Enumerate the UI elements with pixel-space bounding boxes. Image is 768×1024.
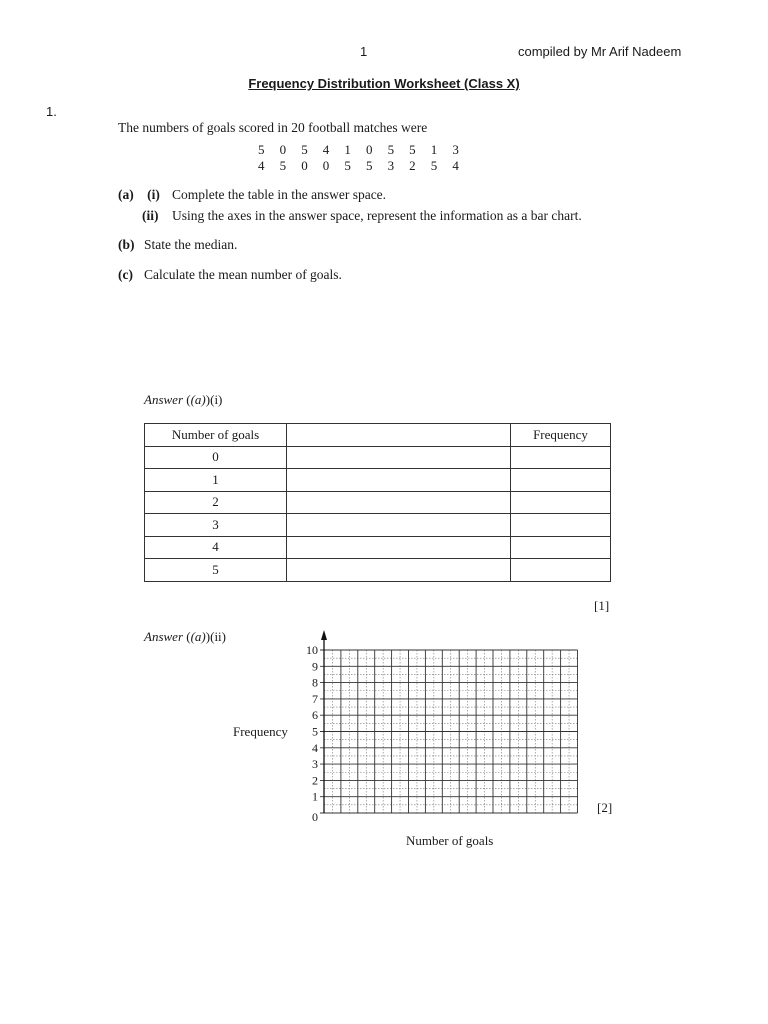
goals-cell: 4 xyxy=(145,536,287,559)
goal-value: 4 xyxy=(452,158,459,173)
y-tick-label: 1 xyxy=(312,789,318,804)
part-b-label xyxy=(118,237,135,253)
goal-value: 1 xyxy=(344,142,351,157)
goals-cell: 0 xyxy=(145,446,287,469)
marks-a-i: [1] xyxy=(594,598,610,613)
goal-value: 5 xyxy=(301,142,308,157)
goal-value: 5 xyxy=(344,158,351,173)
page-number: 1 xyxy=(360,44,368,59)
part-c-label-text: (c) xyxy=(118,267,133,282)
tally-cell[interactable] xyxy=(287,446,511,469)
part-b-text: State the median. xyxy=(144,237,238,252)
answer-a-i-label xyxy=(144,392,222,408)
question-number: 1. xyxy=(46,104,57,119)
tally-cell[interactable] xyxy=(287,536,511,559)
goal-value: 5 xyxy=(387,142,395,157)
y-tick-label: 3 xyxy=(312,757,318,772)
y-axis-arrow-icon xyxy=(321,630,327,640)
goal-value: 0 xyxy=(301,158,308,173)
table-row xyxy=(145,446,611,469)
goal-value: 5 xyxy=(409,142,416,157)
header-number-of-goals: Number of goals xyxy=(145,424,287,447)
goal-value: 3 xyxy=(452,142,459,157)
bar-chart-axes xyxy=(296,626,596,826)
goal-value: 2 xyxy=(409,158,416,173)
header-frequency: Frequency xyxy=(511,424,611,447)
goals-row-1 xyxy=(258,142,474,158)
part-a-i-label: (i) xyxy=(147,187,160,202)
part-c-label xyxy=(118,267,133,283)
answer-sub: (ii) xyxy=(210,629,226,644)
compiled-by: compiled by Mr Arif Nadeem xyxy=(518,44,682,59)
goal-value: 4 xyxy=(258,158,265,173)
frequency-cell[interactable] xyxy=(511,514,611,537)
tally-cell[interactable] xyxy=(287,559,511,582)
frequency-cell[interactable] xyxy=(511,446,611,469)
y-tick-label: 6 xyxy=(312,708,318,723)
table-row xyxy=(145,559,611,582)
table-row xyxy=(145,469,611,492)
goal-value: 0 xyxy=(365,142,373,157)
part-a-i-text: Complete the table in the answer space. xyxy=(172,187,387,202)
goals-cell: 3 xyxy=(145,514,287,537)
goal-value: 5 xyxy=(258,142,265,157)
table-header-row xyxy=(145,424,611,447)
frequency-table xyxy=(144,423,611,582)
part-a-label: (a) xyxy=(118,187,134,202)
table-row xyxy=(145,491,611,514)
goal-value: 5 xyxy=(430,158,438,173)
answer-word: Answer xyxy=(144,392,183,407)
part-c-text: Calculate the mean number of goals. xyxy=(144,267,342,282)
marks-a-ii: [2] xyxy=(597,800,613,815)
table-row xyxy=(145,514,611,537)
goal-value: 1 xyxy=(430,142,438,157)
goal-value: 0 xyxy=(322,158,330,173)
part-a xyxy=(118,187,160,203)
y-tick-label: 0 xyxy=(312,810,318,824)
goal-value: 3 xyxy=(387,158,395,173)
y-tick-label: 7 xyxy=(312,691,318,706)
tally-cell[interactable] xyxy=(287,514,511,537)
y-tick-label: 2 xyxy=(312,773,318,788)
table-row xyxy=(145,536,611,559)
goal-value: 5 xyxy=(365,158,373,173)
goals-row-2 xyxy=(258,158,474,174)
y-tick-label: 4 xyxy=(312,740,318,755)
tally-cell[interactable] xyxy=(287,491,511,514)
answer-sub: (i) xyxy=(210,392,223,407)
frequency-cell[interactable] xyxy=(511,469,611,492)
goals-cell: 1 xyxy=(145,469,287,492)
frequency-cell[interactable] xyxy=(511,536,611,559)
y-tick-label: 8 xyxy=(312,675,318,690)
question-intro: The numbers of goals scored in 20 football matches were xyxy=(118,120,428,135)
y-axis-label: Frequency xyxy=(233,724,288,739)
part-b-label-text: (b) xyxy=(118,237,135,252)
goals-cell: 2 xyxy=(145,491,287,514)
tally-cell[interactable] xyxy=(287,469,511,492)
answer-part: ((a)) xyxy=(186,629,211,644)
header-tally xyxy=(287,424,511,447)
goal-value: 4 xyxy=(322,142,330,157)
part-a-ii-label xyxy=(142,208,159,224)
answer-word: Answer xyxy=(144,629,183,644)
y-tick-label: 10 xyxy=(306,643,318,657)
y-tick-label: 9 xyxy=(312,659,318,674)
page-title: Frequency Distribution Worksheet (Class X) xyxy=(248,76,520,91)
goals-cell: 5 xyxy=(145,559,287,582)
goal-value: 0 xyxy=(279,142,287,157)
part-a-ii-label-text: (ii) xyxy=(142,208,159,223)
part-a-ii-text: Using the axes in the answer space, represent the information as a bar chart. xyxy=(172,208,582,223)
answer-a-ii-label xyxy=(144,629,226,645)
y-tick-label: 5 xyxy=(312,724,318,739)
answer-part: ((a)) xyxy=(186,392,211,407)
goal-value: 5 xyxy=(279,158,287,173)
x-axis-label: Number of goals xyxy=(406,833,494,848)
frequency-cell[interactable] xyxy=(511,559,611,582)
frequency-cell[interactable] xyxy=(511,491,611,514)
